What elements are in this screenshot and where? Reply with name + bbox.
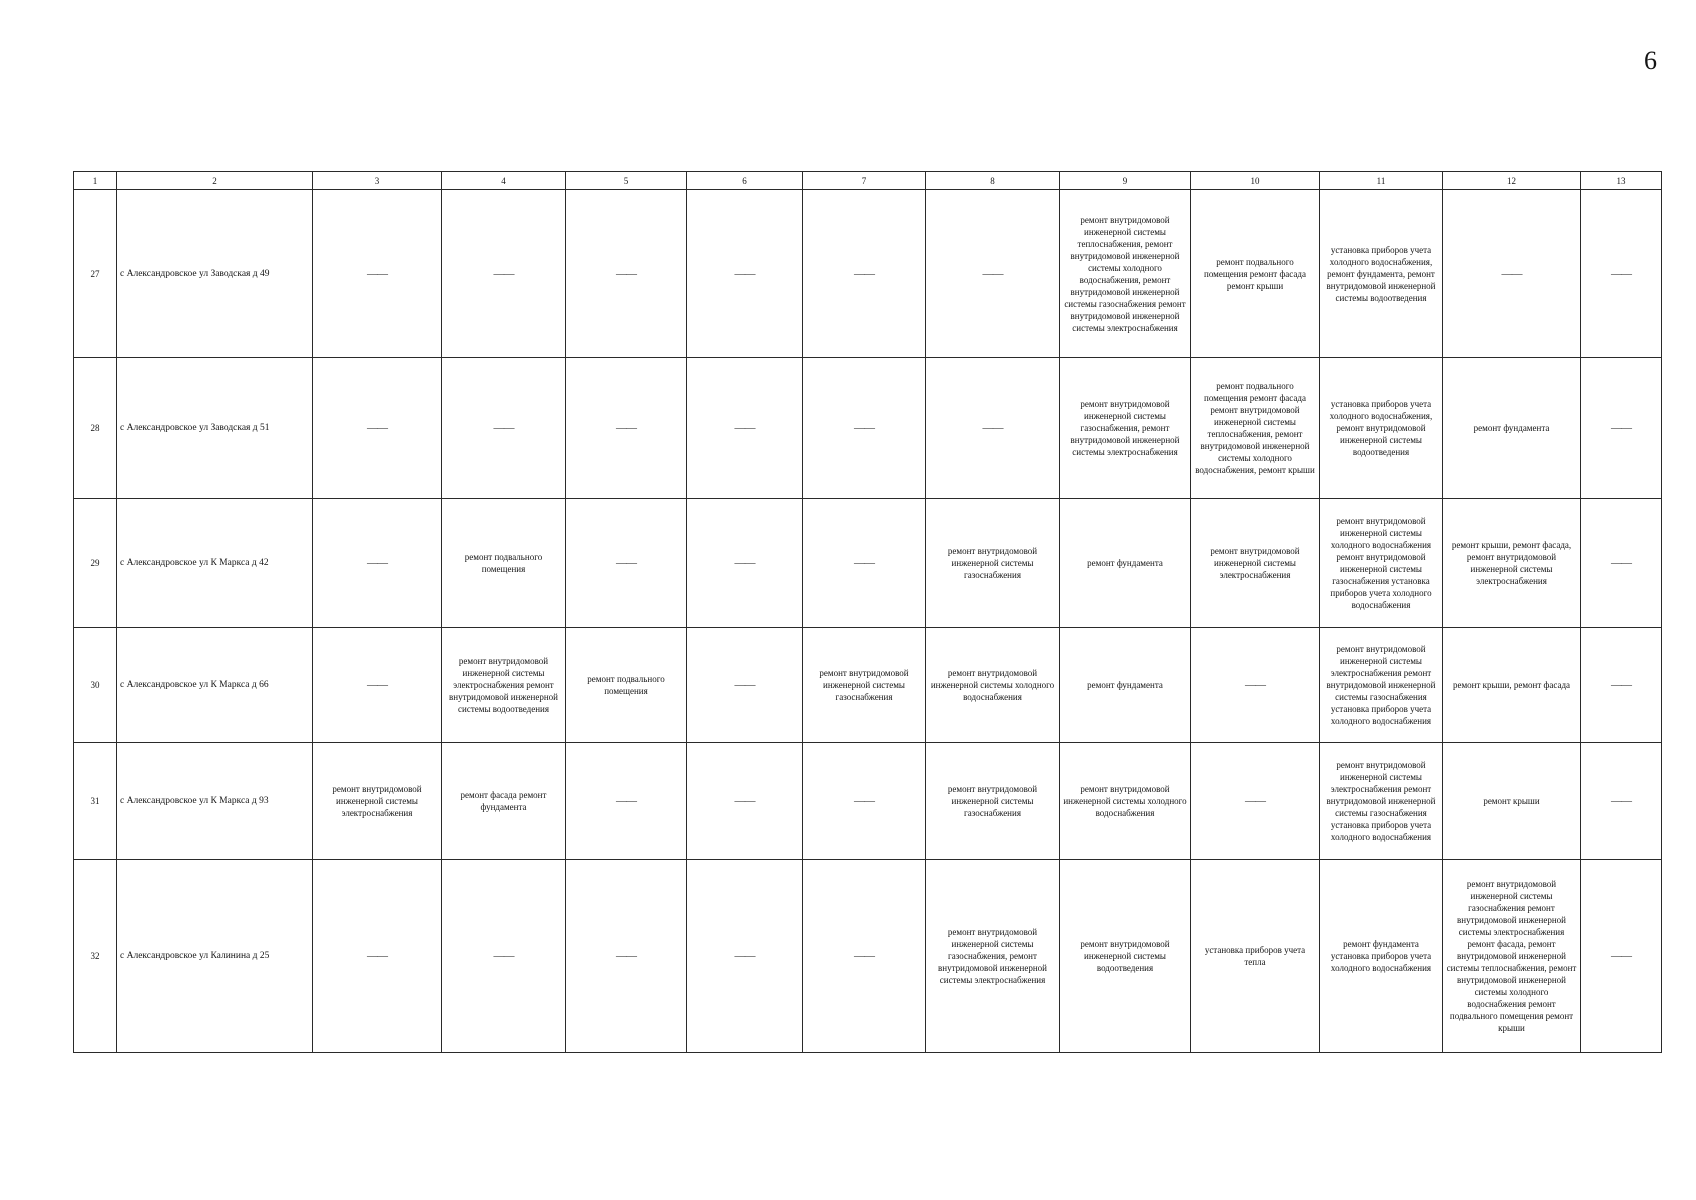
header-cell: 11 bbox=[1320, 172, 1443, 190]
table-row bbox=[74, 860, 1662, 1053]
address-cell: с Александровское ул К Маркса д 42 bbox=[117, 499, 313, 628]
header-cell: 5 bbox=[566, 172, 687, 190]
header-cell: 4 bbox=[442, 172, 566, 190]
work-cell: —— bbox=[803, 743, 926, 860]
work-cell: —— bbox=[1581, 628, 1662, 743]
work-cell: ремонт внутридомовой инженерной системы газоснабжения ремонт внутридомовой инженерной системы электроснабжения ремонт фасада, ремонт внутридомовой инженерной системы теплоснабжения, ремонт внутридомовой инженерной системы холодного водоснабжения ремонт подвального помещения ремонт крыши bbox=[1443, 860, 1581, 1053]
work-cell: ремонт подвального помещения bbox=[442, 499, 566, 628]
work-cell: —— bbox=[313, 499, 442, 628]
work-cell: ремонт внутридомовой инженерной системы электроснабжения bbox=[1191, 499, 1320, 628]
work-cell: ремонт крыши, ремонт фасада, ремонт внутридомовой инженерной системы электроснабжения bbox=[1443, 499, 1581, 628]
work-cell: ремонт фундамента установка приборов учета холодного водоснабжения bbox=[1320, 860, 1443, 1053]
work-cell: —— bbox=[566, 499, 687, 628]
work-cell: —— bbox=[687, 860, 803, 1053]
header-cell: 13 bbox=[1581, 172, 1662, 190]
work-cell: —— bbox=[566, 860, 687, 1053]
work-cell: —— bbox=[1581, 358, 1662, 499]
page-number: 6 bbox=[1644, 46, 1657, 75]
work-cell: ремонт внутридомовой инженерной системы газоснабжения bbox=[926, 743, 1060, 860]
work-cell: установка приборов учета холодного водоснабжения, ремонт фундамента, ремонт внутридомовой инженерной системы водоотведения bbox=[1320, 190, 1443, 358]
work-cell: ремонт внутридомовой инженерной системы газоснабжения, ремонт внутридомовой инженерной системы электроснабжения bbox=[926, 860, 1060, 1053]
table-row bbox=[74, 358, 1662, 499]
header-cell: 6 bbox=[687, 172, 803, 190]
work-cell: —— bbox=[687, 743, 803, 860]
work-cell: установка приборов учета холодного водоснабжения, ремонт внутридомовой инженерной системы водоотведения bbox=[1320, 358, 1443, 499]
work-cell: установка приборов учета тепла bbox=[1191, 860, 1320, 1053]
row-number-cell: 29 bbox=[74, 499, 117, 628]
work-cell: ремонт внутридомовой инженерной системы электроснабжения ремонт внутридомовой инженерной системы газоснабжения установка приборов учета холодного водоснабжения bbox=[1320, 628, 1443, 743]
work-cell: ремонт внутридомовой инженерной системы газоснабжения, ремонт внутридомовой инженерной системы электроснабжения bbox=[1060, 358, 1191, 499]
address-cell: с Александровское ул Калинина д 25 bbox=[117, 860, 313, 1053]
work-cell: ремонт фундамента bbox=[1060, 499, 1191, 628]
work-cell: ремонт подвального помещения bbox=[566, 628, 687, 743]
header-cell: 2 bbox=[117, 172, 313, 190]
work-cell: ремонт внутридомовой инженерной системы теплоснабжения, ремонт внутридомовой инженерной системы холодного водоснабжения, ремонт внутридомовой инженерной системы газоснабжения ремонт внутридомовой инженерной системы электроснабжения bbox=[1060, 190, 1191, 358]
work-cell: ремонт внутридомовой инженерной системы электроснабжения ремонт внутридомовой инженерной системы газоснабжения установка приборов учета холодного водоснабжения bbox=[1320, 743, 1443, 860]
work-cell: ремонт подвального помещения ремонт фасада ремонт крыши bbox=[1191, 190, 1320, 358]
work-cell: —— bbox=[926, 190, 1060, 358]
address-cell: с Александровское ул Заводская д 49 bbox=[117, 190, 313, 358]
work-cell: —— bbox=[1581, 499, 1662, 628]
work-cell: ремонт внутридомовой инженерной системы холодного водоснабжения ремонт внутридомовой инженерной системы газоснабжения установка приборов учета холодного водоснабжения bbox=[1320, 499, 1443, 628]
work-cell: ремонт фасада ремонт фундамента bbox=[442, 743, 566, 860]
address-cell: с Александровское ул Заводская д 51 bbox=[117, 358, 313, 499]
row-number-cell: 32 bbox=[74, 860, 117, 1053]
work-cell: —— bbox=[687, 358, 803, 499]
work-cell: —— bbox=[442, 358, 566, 499]
work-cell: —— bbox=[1443, 190, 1581, 358]
column-number-row bbox=[74, 172, 1662, 190]
work-cell: —— bbox=[803, 190, 926, 358]
work-cell: ремонт внутридомовой инженерной системы электроснабжения ремонт внутридомовой инженерной системы водоотведения bbox=[442, 628, 566, 743]
work-cell: —— bbox=[442, 190, 566, 358]
work-cell: —— bbox=[566, 358, 687, 499]
work-cell: ремонт внутридомовой инженерной системы холодного водоснабжения bbox=[1060, 743, 1191, 860]
header-cell: 12 bbox=[1443, 172, 1581, 190]
work-cell: —— bbox=[926, 358, 1060, 499]
header-cell: 9 bbox=[1060, 172, 1191, 190]
header-cell: 10 bbox=[1191, 172, 1320, 190]
work-cell: —— bbox=[566, 743, 687, 860]
work-cell: ремонт подвального помещения ремонт фасада ремонт внутридомовой инженерной системы теплоснабжения, ремонт внутридомовой инженерной системы холодного водоснабжения, ремонт крыши bbox=[1191, 358, 1320, 499]
work-cell: —— bbox=[1191, 743, 1320, 860]
work-cell: ремонт внутридомовой инженерной системы водоотведения bbox=[1060, 860, 1191, 1053]
row-number-cell: 27 bbox=[74, 190, 117, 358]
work-cell: —— bbox=[1581, 860, 1662, 1053]
work-cell: —— bbox=[803, 499, 926, 628]
work-cell: —— bbox=[1191, 628, 1320, 743]
table-row bbox=[74, 499, 1662, 628]
work-cell: —— bbox=[442, 860, 566, 1053]
work-cell: —— bbox=[313, 628, 442, 743]
header-cell: 8 bbox=[926, 172, 1060, 190]
work-cell: ремонт крыши bbox=[1443, 743, 1581, 860]
address-cell: с Александровское ул К Маркса д 66 bbox=[117, 628, 313, 743]
work-cell: ремонт фундамента bbox=[1443, 358, 1581, 499]
work-cell: —— bbox=[687, 499, 803, 628]
repair-works-table bbox=[73, 171, 1662, 1053]
work-cell: ремонт внутридомовой инженерной системы электроснабжения bbox=[313, 743, 442, 860]
table-row bbox=[74, 190, 1662, 358]
work-cell: —— bbox=[803, 860, 926, 1053]
work-cell: —— bbox=[687, 628, 803, 743]
header-cell: 7 bbox=[803, 172, 926, 190]
work-cell: —— bbox=[687, 190, 803, 358]
work-cell: —— bbox=[803, 358, 926, 499]
work-cell: —— bbox=[566, 190, 687, 358]
work-cell: —— bbox=[313, 190, 442, 358]
row-number-cell: 30 bbox=[74, 628, 117, 743]
work-cell: —— bbox=[1581, 743, 1662, 860]
work-cell: ремонт крыши, ремонт фасада bbox=[1443, 628, 1581, 743]
row-number-cell: 31 bbox=[74, 743, 117, 860]
address-cell: с Александровское ул К Маркса д 93 bbox=[117, 743, 313, 860]
work-cell: ремонт внутридомовой инженерной системы газоснабжения bbox=[926, 499, 1060, 628]
work-cell: —— bbox=[313, 358, 442, 499]
work-cell: ремонт внутридомовой инженерной системы газоснабжения bbox=[803, 628, 926, 743]
work-cell: ремонт внутридомовой инженерной системы холодного водоснабжения bbox=[926, 628, 1060, 743]
row-number-cell: 28 bbox=[74, 358, 117, 499]
table-row bbox=[74, 628, 1662, 743]
table-row bbox=[74, 743, 1662, 860]
work-cell: —— bbox=[313, 860, 442, 1053]
header-cell: 1 bbox=[74, 172, 117, 190]
work-cell: ремонт фундамента bbox=[1060, 628, 1191, 743]
work-cell: —— bbox=[1581, 190, 1662, 358]
header-cell: 3 bbox=[313, 172, 442, 190]
